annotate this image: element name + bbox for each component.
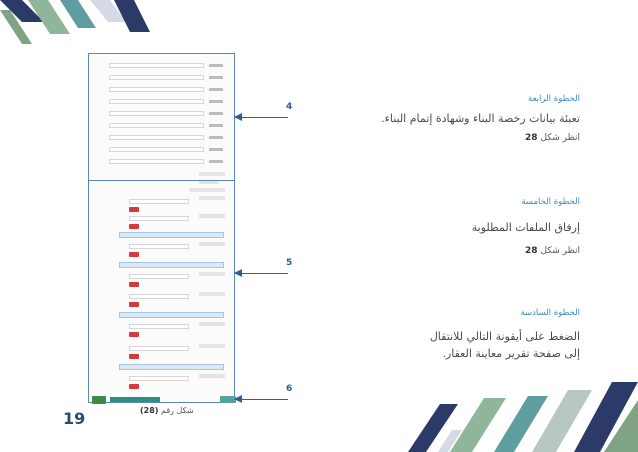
step-5-body: إرفاق الملفات المطلوبة: [471, 221, 580, 234]
figure-caption-prefix: شكل رقم: [161, 406, 194, 415]
step-5-arrow: [235, 273, 288, 274]
step-5-reference-number: 28: [525, 246, 538, 256]
step-5-reference: [472, 246, 580, 256]
step-5-reference-prefix: انظر شكل: [540, 246, 580, 256]
step-4-title: الخطوة الرابعة: [528, 94, 580, 104]
figure-caption-number: (28): [140, 406, 159, 415]
step-5-number: 5: [286, 258, 293, 268]
step-4-reference: [381, 133, 580, 143]
step-6-arrow: [235, 399, 288, 400]
figure-caption: [140, 406, 194, 415]
step-6-block: [430, 308, 580, 368]
step-4-number: 4: [286, 102, 293, 112]
toolbar-back-button: [92, 396, 106, 404]
step-6-body-line-2: إلى صفحة تقرير معاينة العقار.: [442, 347, 580, 360]
step-4-block: [381, 94, 580, 143]
screenshot-divider: [88, 180, 235, 181]
step-6-body-line-1: الضغط على أيقونة التالي للانتقال: [429, 330, 580, 343]
bottom-right-decoration: [398, 372, 638, 452]
step-6-number: 6: [286, 384, 293, 394]
screenshot-figure: [88, 53, 235, 403]
step-5-title: الخطوة الخامسة: [521, 197, 580, 207]
step-5-block: [472, 197, 580, 256]
step-4-reference-prefix: انظر شكل: [540, 133, 580, 143]
step-6-body: [430, 328, 580, 362]
toolbar-progress: [110, 397, 160, 402]
step-4-body: تعبئة بيانات رخصة البناء وشهادة إتمام البناء.: [381, 112, 580, 125]
top-left-decoration: [0, 0, 160, 50]
step-6-title: الخطوة السادسة: [520, 308, 580, 318]
step-4-arrow: [235, 117, 288, 118]
step-4-reference-number: 28: [525, 133, 538, 143]
page-number: 19: [63, 409, 86, 428]
screenshot-toolbar: [92, 396, 237, 404]
